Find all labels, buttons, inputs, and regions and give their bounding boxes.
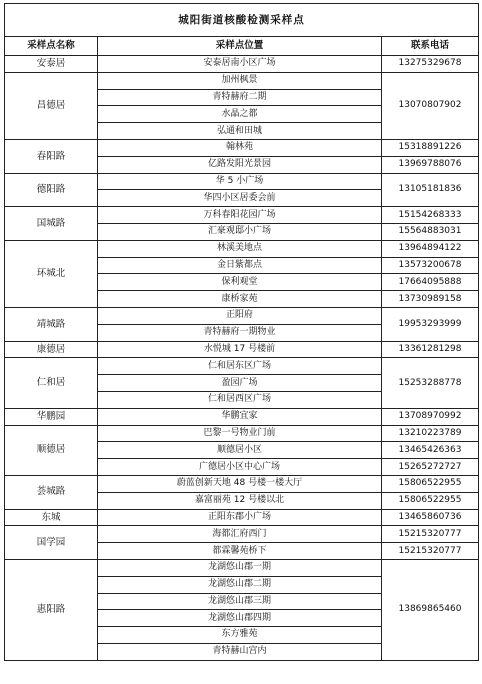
table-row: [5, 475, 479, 492]
phone-cell: 13573200678: [382, 257, 479, 274]
phone-cell: 15253288778: [382, 358, 479, 408]
site-name-cell: 荟城路: [5, 475, 98, 509]
site-location-cell: 正阳东郡小广场: [98, 509, 382, 526]
site-location-cell: 水晶之都: [98, 106, 382, 123]
site-name-cell: 康德居: [5, 341, 98, 358]
site-name-cell: 环城北: [5, 240, 98, 307]
site-location-cell: 嘉富丽苑 12 号楼以北: [98, 492, 382, 509]
site-location-cell: 康桥家苑: [98, 291, 382, 308]
site-location-cell: 龙湖悠山郡四期: [98, 610, 382, 627]
site-location-cell: 都霖馨苑桥下: [98, 543, 382, 560]
table-row: [5, 509, 479, 526]
site-location-cell: 华鹏宜家: [98, 408, 382, 425]
phone-cell: 13869865460: [382, 559, 479, 660]
site-location-cell: 亿路发阳光景园: [98, 156, 382, 173]
site-location-cell: 金日紫都点: [98, 257, 382, 274]
site-location-cell: 青特赫府二期: [98, 89, 382, 106]
table-row: [5, 425, 479, 442]
site-name-cell: 仁和居: [5, 358, 98, 408]
site-location-cell: 汇豪观邸小广场: [98, 223, 382, 240]
site-location-cell: 加州枫景: [98, 72, 382, 89]
phone-cell: 13105181836: [382, 173, 479, 207]
site-location-cell: 林溪美地点: [98, 240, 382, 257]
phone-cell: 19953293999: [382, 307, 479, 341]
table-row: [5, 240, 479, 257]
site-name-cell: 惠阳路: [5, 559, 98, 660]
site-location-cell: 安泰居南小区广场: [98, 56, 382, 73]
table-row: [5, 207, 479, 224]
table-row: [5, 173, 479, 190]
site-location-cell: 万科春阳花园广场: [98, 207, 382, 224]
site-location-cell: 广德居小区中心广场: [98, 459, 382, 476]
phone-cell: 15265272727: [382, 459, 479, 476]
site-name-cell: 顺德居: [5, 425, 98, 475]
phone-cell: 13964894122: [382, 240, 479, 257]
table-row: [5, 56, 479, 73]
phone-cell: 13969788076: [382, 156, 479, 173]
site-location-cell: 东方雅苑: [98, 627, 382, 644]
site-name-cell: 昌德居: [5, 72, 98, 139]
table-row: [5, 526, 479, 543]
sampling-sites-sheet: [4, 3, 478, 661]
site-location-cell: 顺德居小区: [98, 442, 382, 459]
site-name-cell: 德阳路: [5, 173, 98, 207]
site-location-cell: 华四小区居委会前: [98, 190, 382, 207]
table-row: [5, 358, 479, 375]
site-name-cell: 国学园: [5, 526, 98, 560]
phone-cell: 15806522955: [382, 475, 479, 492]
site-location-cell: 仁和居西区广场: [98, 391, 382, 408]
phone-cell: 13708970992: [382, 408, 479, 425]
table-row: [5, 139, 479, 156]
phone-cell: 13465426363: [382, 442, 479, 459]
phone-cell: 13465860736: [382, 509, 479, 526]
phone-cell: 13361281298: [382, 341, 479, 358]
table-body: [5, 56, 479, 661]
site-location-cell: 青特赫山宫内: [98, 643, 382, 660]
phone-cell: 15215320777: [382, 526, 479, 543]
site-name-cell: 华鹏园: [5, 408, 98, 425]
phone-cell: 15318891226: [382, 139, 479, 156]
phone-cell: 13070807902: [382, 72, 479, 139]
table-title: 城阳街道核酸检测采样点: [5, 4, 479, 37]
site-name-cell: 东城: [5, 509, 98, 526]
site-location-cell: 正阳府: [98, 307, 382, 324]
site-location-cell: 龙湖悠山郡一期: [98, 559, 382, 576]
header-phone: 联系电话: [382, 37, 479, 56]
phone-cell: 15215320777: [382, 543, 479, 560]
sampling-sites-table: [4, 3, 479, 661]
site-name-cell: 国城路: [5, 207, 98, 241]
site-location-cell: 华 5 小广场: [98, 173, 382, 190]
site-location-cell: 龙湖悠山郡三期: [98, 593, 382, 610]
site-location-cell: 翰林苑: [98, 139, 382, 156]
header-site-location: 采样点位置: [98, 37, 382, 56]
phone-cell: 15806522955: [382, 492, 479, 509]
phone-cell: 13210223789: [382, 425, 479, 442]
phone-cell: 13730989158: [382, 291, 479, 308]
table-row: [5, 341, 479, 358]
site-location-cell: 巴黎一号物业门前: [98, 425, 382, 442]
site-location-cell: 弘通和田城: [98, 123, 382, 140]
site-location-cell: 盈园广场: [98, 375, 382, 392]
table-row: [5, 559, 479, 576]
phone-cell: 17664095888: [382, 274, 479, 291]
site-location-cell: 水悦城 17 号楼前: [98, 341, 382, 358]
header-site-name: 采样点名称: [5, 37, 98, 56]
site-location-cell: 青特赫府一期物业: [98, 324, 382, 341]
site-location-cell: 仁和居东区广场: [98, 358, 382, 375]
table-row: [5, 72, 479, 89]
site-name-cell: 靖城路: [5, 307, 98, 341]
site-location-cell: 保利观堂: [98, 274, 382, 291]
site-location-cell: 海都汇府西门: [98, 526, 382, 543]
site-name-cell: 安泰居: [5, 56, 98, 73]
site-location-cell: 龙湖悠山郡二期: [98, 576, 382, 593]
phone-cell: 15564883031: [382, 223, 479, 240]
site-location-cell: 蔚蓝创新天地 48 号楼一楼大厅: [98, 475, 382, 492]
phone-cell: 13275329678: [382, 56, 479, 73]
phone-cell: 15154268333: [382, 207, 479, 224]
site-name-cell: 春阳路: [5, 139, 98, 173]
table-row: [5, 307, 479, 324]
table-row: [5, 408, 479, 425]
